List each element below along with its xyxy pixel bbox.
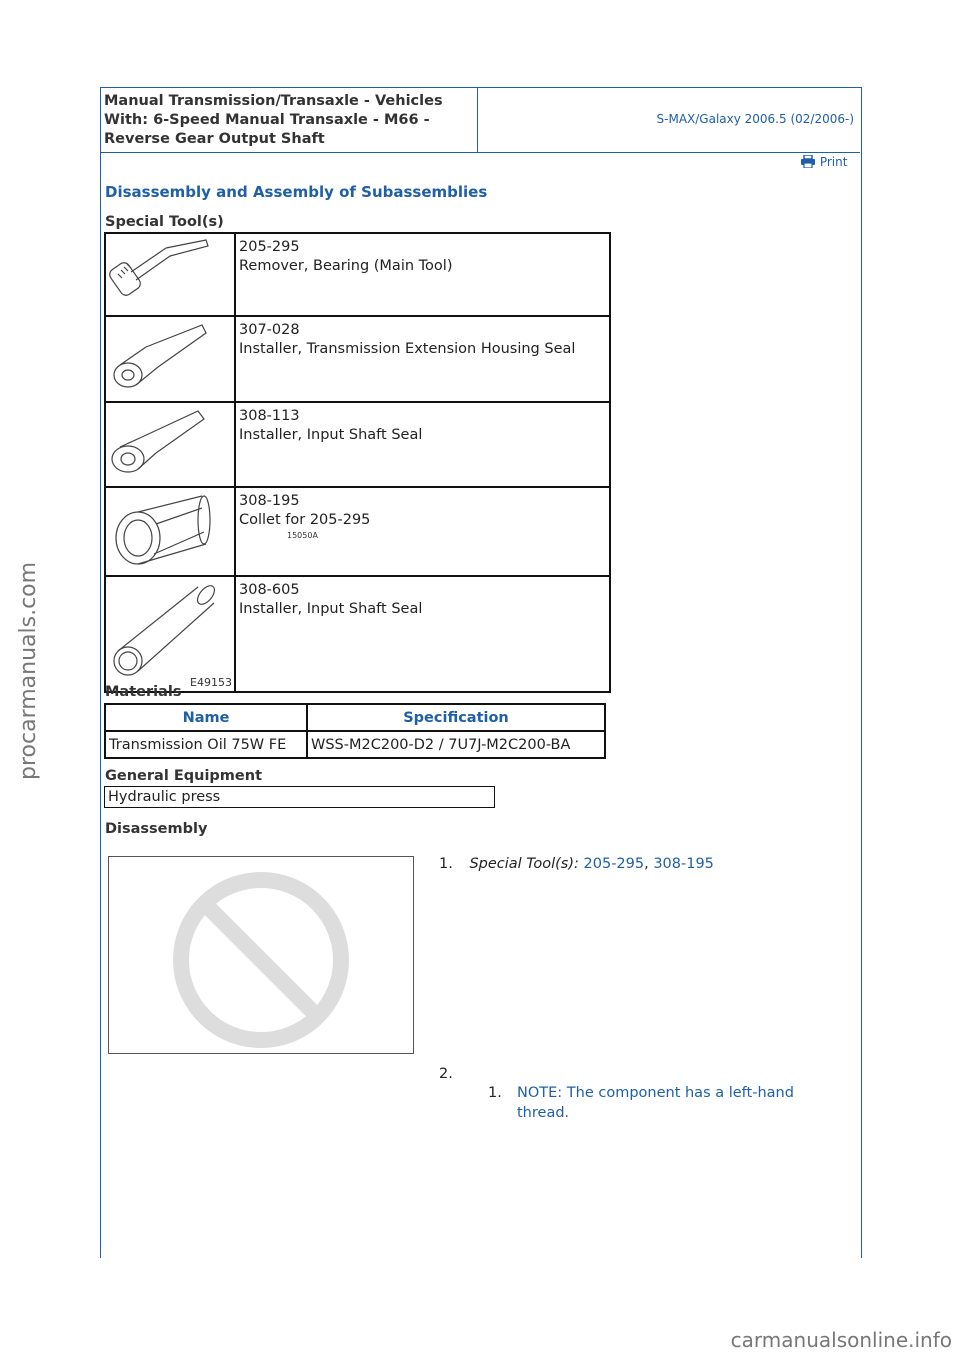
tool-code: 308-605 <box>239 582 300 598</box>
page-title: Manual Transmission/Transaxle - Vehicles With: 6-Speed Manual Transaxle - M66 - Reverse Gear Output Shaft <box>100 87 478 152</box>
watermark-procarmanuals: procarmanuals.com <box>16 561 41 780</box>
disassembly-heading: Disassembly <box>105 821 208 837</box>
section-title: Disassembly and Assembly of Subassemblies <box>105 183 488 201</box>
vehicle-model: S-MAX/Galaxy 2006.5 (02/2006-) <box>656 112 854 126</box>
tool-row <box>105 576 610 692</box>
tool-description <box>235 316 610 402</box>
material-name: Transmission Oil 75W FE <box>105 731 307 758</box>
tool-image <box>105 402 235 487</box>
table-row <box>105 731 605 758</box>
tool-name: Installer, Input Shaft Seal <box>239 601 423 617</box>
collet-illustration <box>106 488 234 571</box>
tool-name: Installer, Transmission Extension Housing Seal <box>239 341 576 357</box>
materials-heading: Materials <box>105 684 182 700</box>
tool-name: Installer, Input Shaft Seal <box>239 427 423 443</box>
tool-code: 205-295 <box>239 239 300 255</box>
tool-description <box>235 233 610 316</box>
step-2-substep <box>488 1083 828 1123</box>
equipment-heading: General Equipment <box>105 768 263 784</box>
tool-row <box>105 487 610 576</box>
tool-row <box>105 233 610 316</box>
tool-code: 307-028 <box>239 322 300 338</box>
tool-link-205-295[interactable]: 205-295 <box>583 856 645 872</box>
special-tools-table <box>104 232 611 693</box>
tool-name: Collet for 205-295 <box>239 512 371 528</box>
tool-name: Remover, Bearing (Main Tool) <box>239 258 453 274</box>
seal-installer-illustration <box>106 317 234 397</box>
printer-icon <box>800 155 816 168</box>
column-header-name: Name <box>105 704 307 731</box>
column-header-specification: Specification <box>307 704 605 731</box>
input-shaft-installer-illustration <box>106 403 234 482</box>
step-number: 1. <box>439 856 453 872</box>
step-label: Special Tool(s): <box>469 856 579 872</box>
tool-image <box>105 576 235 692</box>
print-button[interactable] <box>800 155 847 169</box>
tool-description <box>235 402 610 487</box>
materials-table <box>104 703 606 759</box>
material-specification: WSS-M2C200-D2 / 7U7J-M2C200-BA <box>307 731 605 758</box>
step-2: 2. <box>439 1066 453 1082</box>
print-label: Print <box>819 155 848 169</box>
substep-number: 1. <box>488 1085 502 1101</box>
tool-image <box>105 487 235 576</box>
tool-row <box>105 316 610 402</box>
equipment-item: Hydraulic press <box>104 786 495 808</box>
watermark-carmanualsonline: carmanualsonline.info <box>730 1328 952 1352</box>
tool-image-caption: E49153 <box>190 676 232 689</box>
table-header-row <box>105 704 605 731</box>
page-header <box>100 87 860 153</box>
tool-code: 308-113 <box>239 408 300 424</box>
bearing-remover-illustration <box>106 234 234 311</box>
tool-code: 308-195 <box>239 493 300 509</box>
image-unavailable-icon <box>109 857 413 1053</box>
tool-image-caption: 15050A <box>287 531 318 540</box>
step-1 <box>439 856 714 872</box>
link-separator: , <box>644 856 649 872</box>
tool-image <box>105 316 235 402</box>
special-tools-heading: Special Tool(s) <box>105 214 224 230</box>
tool-row <box>105 402 610 487</box>
step-figure <box>108 856 414 1054</box>
note-text: NOTE: The component has a left-hand thread. <box>517 1085 794 1121</box>
tool-link-308-195[interactable]: 308-195 <box>653 856 714 872</box>
tool-description <box>235 576 610 692</box>
input-shaft-seal-installer-illustration <box>106 577 234 687</box>
